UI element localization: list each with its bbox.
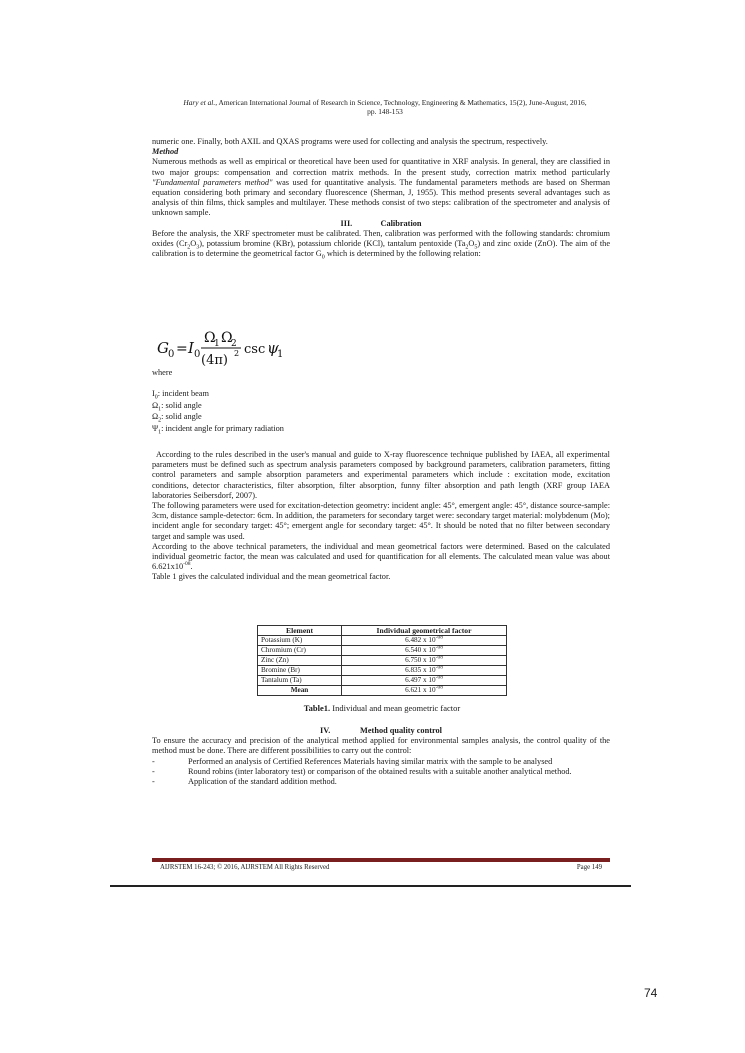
method-paragraph: Numerous methods as well as empirical or theoretical have been used for quantitative in XRF analysis. In general, they are classified in two major groups: compensation and correction matrix methods. In the present study, correction matrix method particularly "Fundamental parameters method" was used for quantitative analysis. The fundamental parameters methods are based on Sherman equation considering both primary and secondary fluorescence (Sherman, J, 1955). This method presents several advantages such as analysis of thin films, thick samples and multilayer. These methods consist of two steps: calibration of the spectrometer and analysis of unknown sample. (152, 157, 610, 218)
table-row: Zinc (Zn) 6.750 x $10^{-08}$ (258, 656, 507, 666)
page-number: 74 (644, 986, 658, 1000)
experimental-text (152, 450, 610, 583)
table-header-row (258, 626, 507, 636)
quality-control-paragraph: To ensure the accuracy and precision of the analytical method applied for environmental samples analysis, the control quality of the method must be done. There are different possibilities to carry out the control: (152, 736, 610, 756)
def-i0: $I_0$: incident beam (152, 389, 209, 401)
eq-equals: = (176, 341, 188, 357)
symbol-definitions (152, 388, 610, 434)
table-mean-row: Mean 6.621 x $10^{-08}$ (258, 686, 507, 696)
eq-omega2-sub: 2 (231, 339, 237, 349)
header-authors: Hary et al., (183, 98, 218, 107)
calibration-paragraph: Before the analysis, the XRF spectrometer must be calibrated. Then, calibration was performed with the following standards: chromium oxides $(Cr_2O_3)$, potassium bromine (KBr), potassium chloride (KCl), tantalum pentoxide $(Ta_2O_5)$ and zinc oxide (ZnO). The aim of the calibration is to determine the geometrical factor $G_0$ which is determined by the following relation: (152, 228, 611, 261)
running-header (160, 98, 610, 116)
section-3-heading: III. Calibration (340, 218, 422, 228)
eq-i: I (188, 339, 194, 357)
eq-g-sub: 0 (168, 349, 175, 360)
table-header-factor: Individual geometrical factor (342, 626, 507, 636)
header-pages: pp. 148-153 (367, 107, 403, 116)
method-heading: Method (152, 147, 179, 157)
def-omega2: $\Omega_2$: solid angle (152, 412, 202, 425)
parameters-paragraph: The following parameters were used for excitation-detection geometry: incident angle: 45°, emergent angle: 45°, distance source-sample: 3cm, distance sample-detector: 6cm. In addition, the parameters for secondary target were: secondary target material: molybdenum (Mo); incident angle for secondary target: 45°; emergent angle for secondary target: 45°. It should be noted that no filter between secondary target and sample was used. (152, 501, 610, 541)
def-psi1: $\Psi_1$: incident angle for primary radiation (152, 423, 284, 436)
table-intro: Table 1 gives the calculated individual and the mean geometrical factor. (152, 572, 391, 582)
table-row: Tantalum (Ta) 6.497 x $10^{-08}$ (258, 676, 507, 686)
table-row: Potassium (K) 6.482 x $10^{-08}$ (258, 636, 507, 646)
eq-i-sub: 0 (194, 349, 201, 360)
eq-omega1-sub: 1 (214, 339, 220, 349)
eq-den-sup: 2 (234, 349, 240, 358)
eq-psi-sub: 1 (277, 349, 284, 360)
method-quote: "Fundamental parameters method" (152, 177, 277, 187)
eq-omega2: Ω (221, 330, 233, 346)
footer-copyright: AIJRSTEM 16-243; © 2016, AIJRSTEM All Rights Reserved (160, 864, 330, 871)
list-item: - Performed an analysis of Certified References Materials having similar matrix with the sample to be analysed (152, 756, 553, 766)
where-label: where (152, 368, 173, 377)
eq-g: G (157, 339, 169, 357)
definitions-block (152, 368, 610, 435)
list-item: - Round robins (inter laboratory test) or comparison of the obtained results with a suitable another analytical method. (152, 766, 572, 776)
table-row: Chromium (Cr) 6.540 x $10^{-08}$ (258, 646, 507, 656)
eq-denominator: (4π) (201, 353, 228, 368)
def-omega1: $\Omega_1$: solid angle (152, 400, 202, 413)
section-4-heading: IV. Method quality control (320, 726, 442, 735)
list-item: - Application of the standard addition method. (152, 777, 337, 787)
quality-control-section (152, 726, 610, 787)
footer-accent-bar (152, 858, 610, 862)
intro-tail: numeric one. Finally, both AXIL and QXAS programs were used for collecting and analysis the spectrum, respectively. (152, 137, 548, 146)
table-row: Bromine (Br) 6.835 x $10^{-08}$ (258, 666, 507, 676)
calculation-paragraph: According to the above technical parameters, the individual and mean geometrical factors were determined. Based on the calculated individual geometric factor, the mean was calculated and used for quantification for all elements. The calculated mean value was about $6.621x10^{-08}$. (152, 541, 610, 572)
table-caption: Table1. Individual and mean geometric factor (303, 703, 461, 713)
main-column (152, 137, 610, 259)
eq-csc: csc (244, 342, 266, 357)
geometric-factor-table (257, 625, 507, 696)
eq-omega1: Ω (204, 330, 216, 346)
header-journal: American International Journal of Research in Science, Technology, Engineering & Mathematics, 15(2), June-August, 2016, (217, 98, 587, 107)
footer-page: Page 149 (576, 864, 602, 871)
table-header-element: Element (258, 626, 342, 636)
iaea-paragraph: According to the rules described in the user's manual and guide to X-ray fluorescence technique published by IAEA, all experimental parameters must be defined such as spectrum analysis parameters composed by background parameters, calibration parameters, fitting control parameters and sample absorption parameters and experimental parameters which include : excitation mode, excitation conditions, detector characteristics, filter absorption, filter absorption, funny filter absorption and path length (XRF group IAEA laboratories Seibersdorf, 2007). (152, 450, 610, 500)
footer-rule (110, 885, 631, 887)
eq-psi: ψ (267, 339, 279, 357)
